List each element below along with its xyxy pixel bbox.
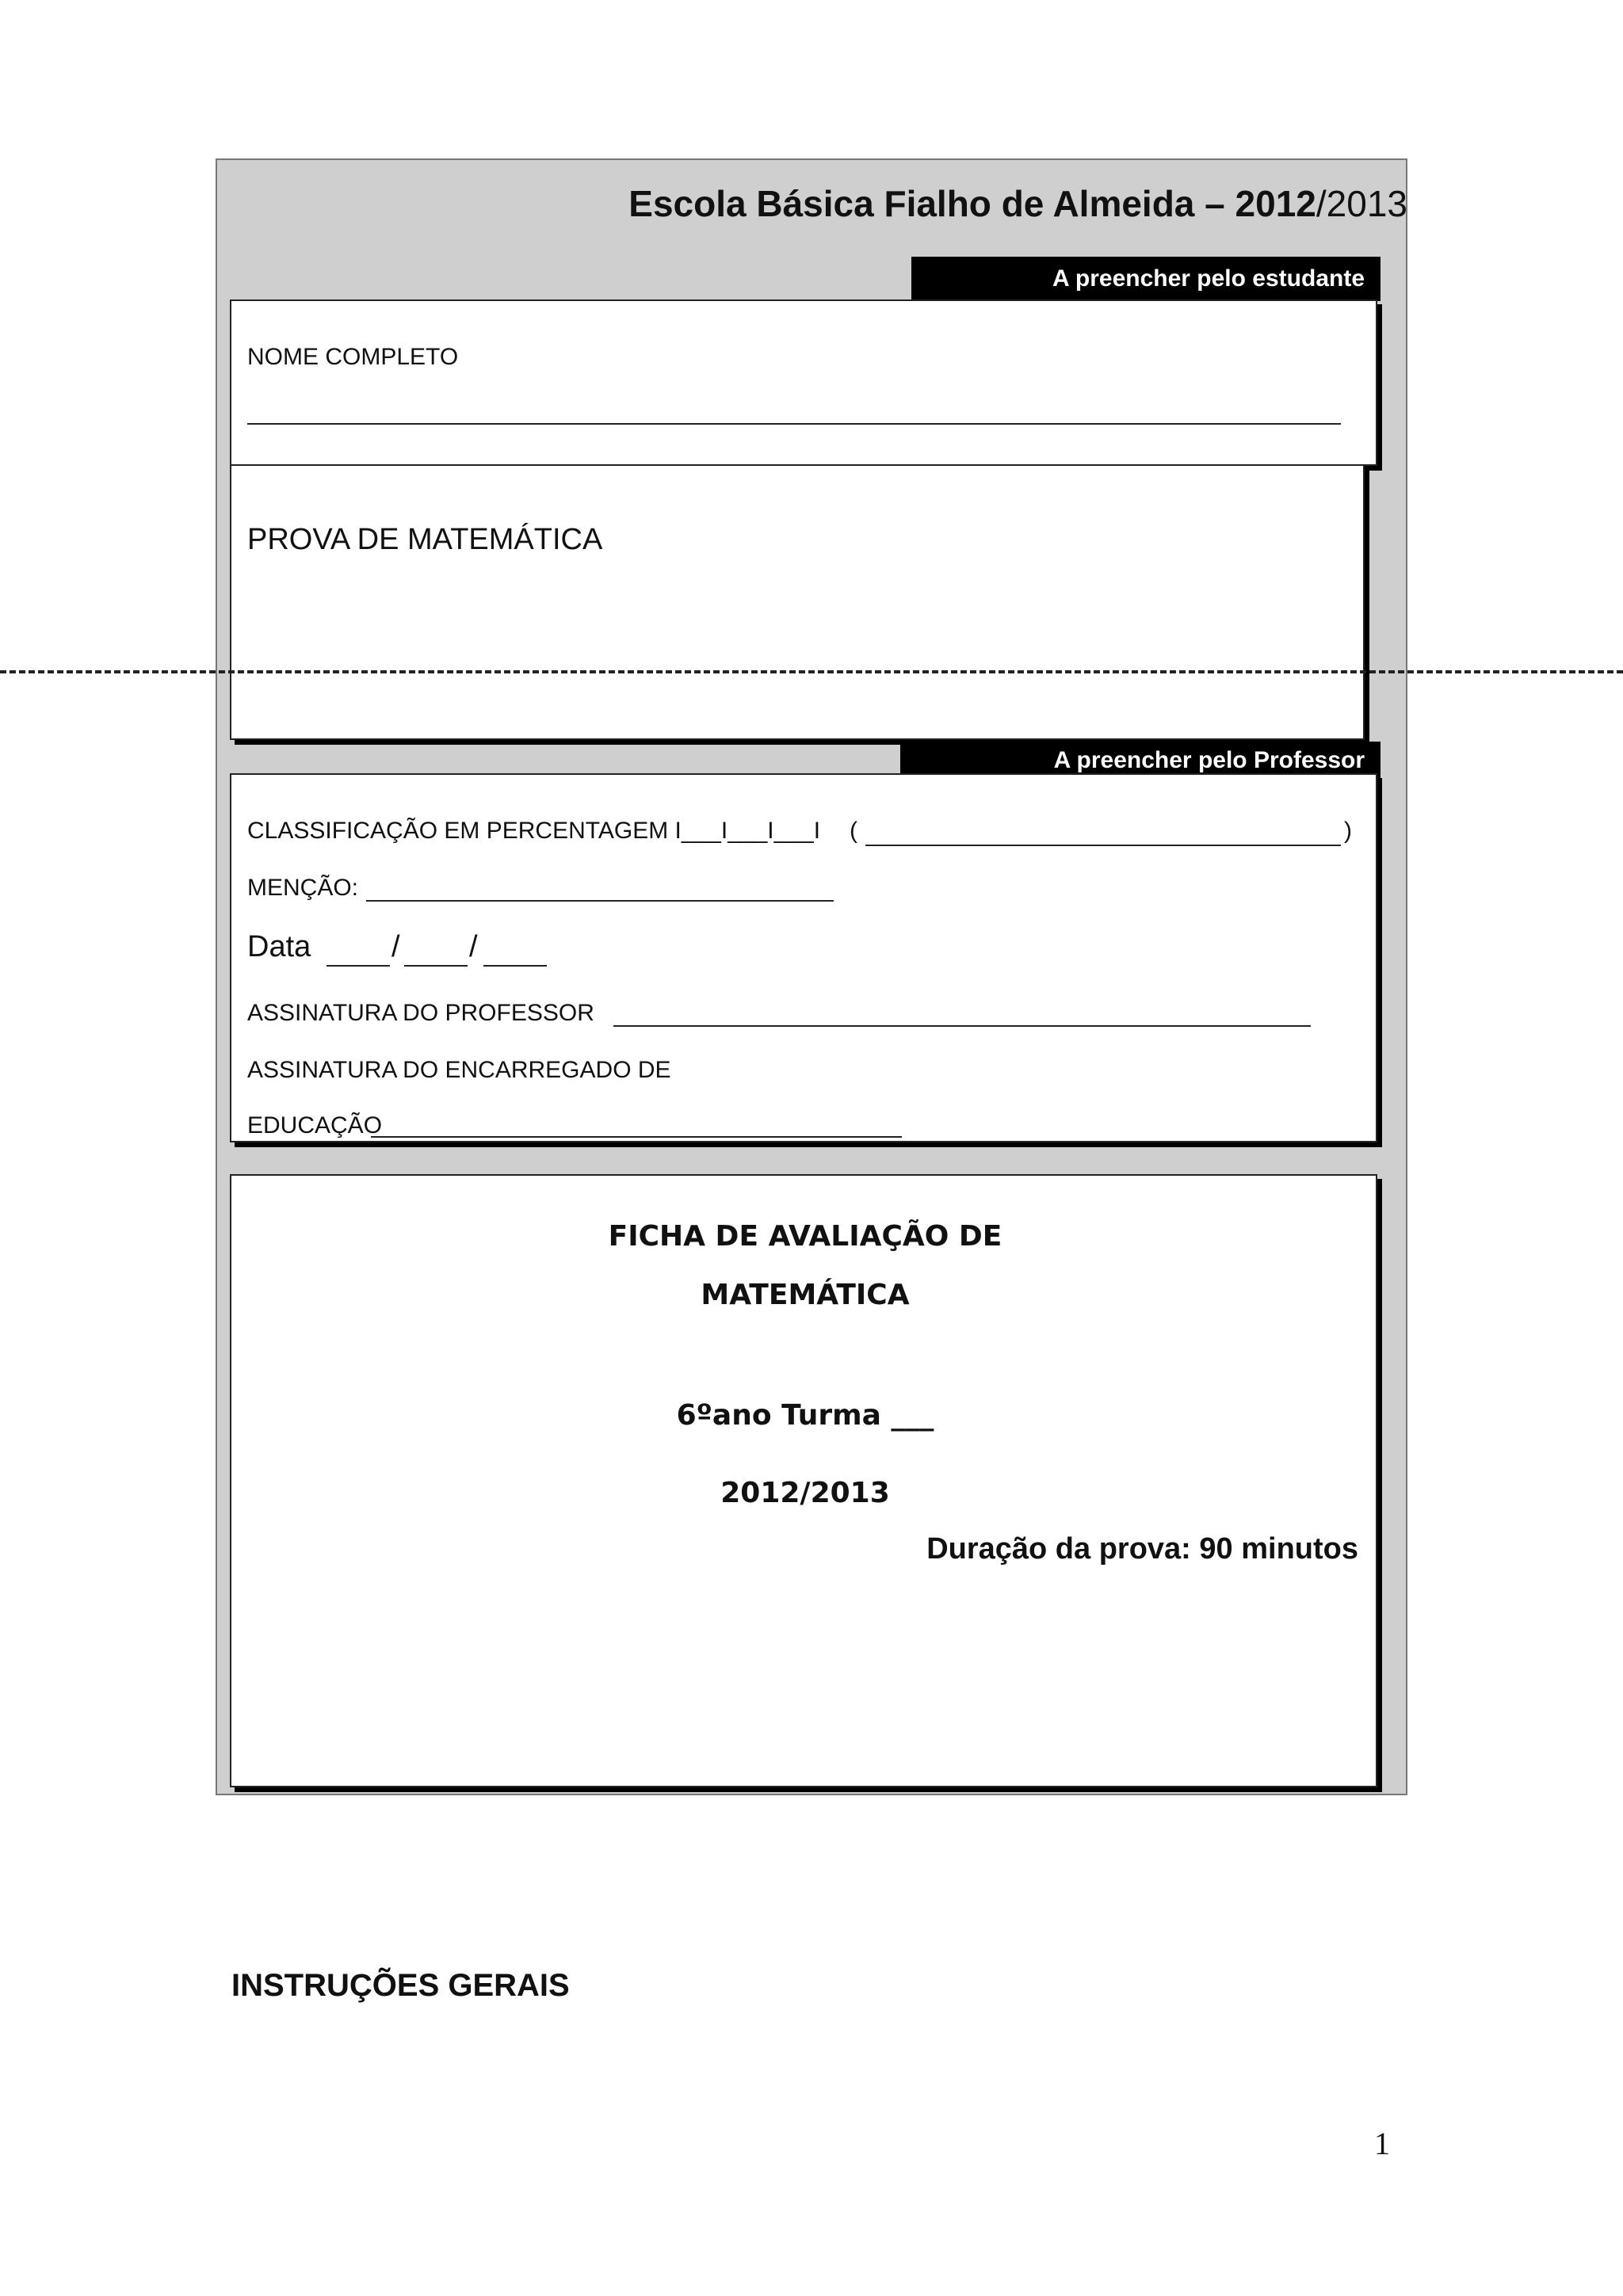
grade-class: 6ºano Turma ___ (676, 1399, 934, 1432)
teacher-box (230, 773, 1377, 1142)
date-slash-2: / (469, 930, 478, 963)
classification-label: CLASSIFICAÇÃO EM PERCENTAGEM I___I___I___I (247, 818, 821, 844)
exam-duration: Duração da prova: 90 minutos (926, 1532, 1358, 1566)
guardian-signature-line[interactable] (371, 1136, 902, 1138)
date-label: Data (247, 930, 311, 963)
student-section-tab: A preencher pelo estudante (911, 257, 1381, 301)
cut-line (0, 670, 1623, 673)
guardian-signature-label-cont: EDUCAÇÃO (247, 1112, 383, 1138)
cover-info-box (230, 1174, 1377, 1787)
school-year: 2012/2013 (720, 1477, 890, 1509)
classification-paren-open: ( (850, 818, 857, 844)
page-number: 1 (1374, 2126, 1390, 2161)
teacher-signature-label: ASSINATURA DO PROFESSOR (247, 1000, 594, 1026)
guardian-signature-label: ASSINATURA DO ENCARREGADO DE (247, 1057, 671, 1083)
instructions-heading: INSTRUÇÕES GERAIS (231, 1968, 570, 2003)
teacher-section-tab: A preencher pelo Professor (900, 742, 1381, 780)
date-year-line[interactable] (483, 965, 547, 967)
cover-title-line-1: FICHA DE AVALIAÇÃO DE (608, 1220, 1002, 1253)
exam-label: PROVA DE MATEMÁTICA (247, 523, 603, 556)
classification-paren-close: ) (1344, 818, 1352, 844)
date-month-line[interactable] (404, 965, 468, 967)
exam-box (230, 464, 1365, 740)
name-input-line[interactable] (247, 423, 1341, 425)
mention-input-line[interactable] (366, 900, 834, 902)
date-slash-1: / (391, 930, 400, 963)
classification-words-line[interactable] (865, 845, 1341, 846)
teacher-signature-line[interactable] (613, 1025, 1311, 1027)
school-title: Escola Básica Fialho de Almeida – 2012/2013 (628, 183, 1407, 224)
mention-label: MENÇÃO: (247, 875, 359, 901)
student-name-box (230, 299, 1377, 466)
cover-title-line-2: MATEMÁTICA (701, 1279, 910, 1311)
date-day-line[interactable] (327, 965, 390, 967)
name-label: NOME COMPLETO (247, 344, 459, 370)
